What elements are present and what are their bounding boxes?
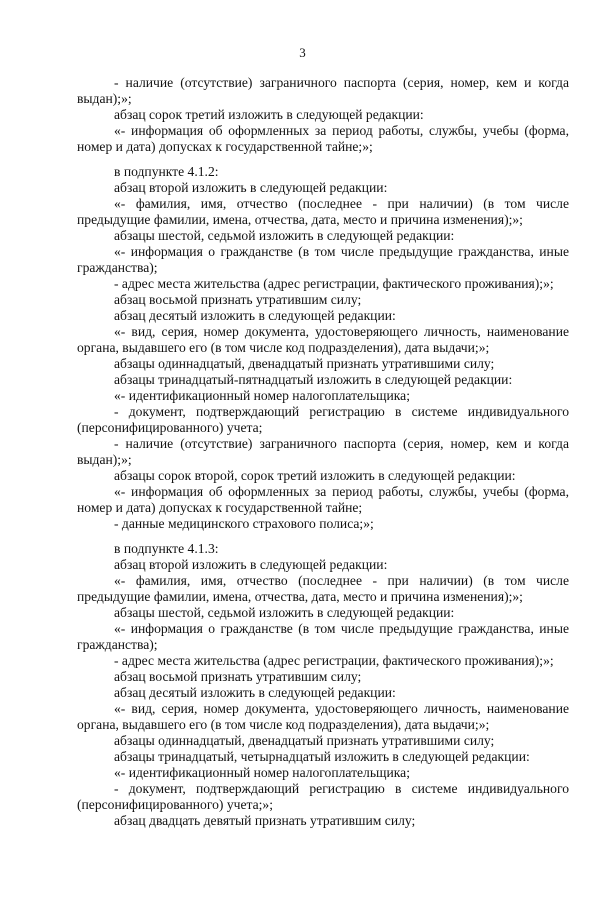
paragraph: абзац восьмой признать утратившим силу; xyxy=(114,669,362,684)
paragraph: абзац восьмой признать утратившим силу; xyxy=(114,292,362,307)
paragraph: «- информация об оформленных за период работы, службы, учебы (форма, номер и дата) допусках к государственной тайне; xyxy=(77,484,569,515)
paragraph: абзацы тринадцатый-пятнадцатый изложить в следующей редакции: xyxy=(114,372,513,387)
paragraph: абзацы шестой, седьмой изложить в следующей редакции: xyxy=(114,228,455,243)
paragraph: «- вид, серия, номер документа, удостоверяющего личность, наименование органа, выдавшего его (в том числе код подразделения), дата выдачи;»; xyxy=(77,701,569,732)
paragraph: абзац двадцать девятый признать утратившим силу; xyxy=(114,813,416,828)
paragraph: - наличие (отсутствие) заграничного паспорта (серия, номер, кем и когда выдан);»; xyxy=(77,436,569,467)
paragraph: абзац десятый изложить в следующей редакции: xyxy=(114,685,396,700)
paragraph: «- фамилия, имя, отчество (последнее - при наличии) (в том числе предыдущие фамилии, имена, отчества, дата, место и причина изменения);»; xyxy=(77,573,569,604)
paragraph: «- идентификационный номер налогоплательщика; xyxy=(114,388,410,403)
paragraph: «- информация о гражданстве (в том числе предыдущие гражданства, иные гражданства); xyxy=(77,621,569,652)
paragraph: в подпункте 4.1.2: xyxy=(114,164,219,179)
paragraph: абзац сорок третий изложить в следующей редакции: xyxy=(114,107,424,122)
paragraph: «- вид, серия, номер документа, удостоверяющего личность, наименование органа, выдавшего его (в том числе код подразделения), дата выдачи;»; xyxy=(77,324,569,355)
paragraph: «- информация об оформленных за период работы, службы, учебы (форма, номер и дата) допусках к государственной тайне;»; xyxy=(77,123,569,154)
paragraph: абзац второй изложить в следующей редакции: xyxy=(114,180,388,195)
paragraph: - документ, подтверждающий регистрацию в системе индивидуального (персонифицированного) учета;»; xyxy=(77,781,569,812)
paragraph: абзацы тринадцатый, четырнадцатый изложить в следующей редакции: xyxy=(114,749,530,764)
paragraph: абзац десятый изложить в следующей редакции: xyxy=(114,308,396,323)
paragraph: абзац второй изложить в следующей редакции: xyxy=(114,557,388,572)
paragraph: «- идентификационный номер налогоплательщика; xyxy=(114,765,410,780)
paragraph: - данные медицинского страхового полиса;»; xyxy=(114,516,374,531)
paragraph: в подпункте 4.1.3: xyxy=(114,541,219,556)
paragraph: абзацы сорок второй, сорок третий изложить в следующей редакции: xyxy=(114,468,516,483)
paragraph: - наличие (отсутствие) заграничного паспорта (серия, номер, кем и когда выдан);»; xyxy=(77,75,569,106)
paragraph: «- фамилия, имя, отчество (последнее - при наличии) (в том числе предыдущие фамилии, имена, отчества, дата, место и причина изменения);»; xyxy=(77,196,569,227)
document-body xyxy=(77,75,569,829)
paragraph: - документ, подтверждающий регистрацию в системе индивидуального (персонифицированного) учета; xyxy=(77,404,569,435)
paragraph: «- информация о гражданстве (в том числе предыдущие гражданства, иные гражданства); xyxy=(77,244,569,275)
page-number: 3 xyxy=(299,45,306,60)
paragraph: абзацы одиннадцатый, двенадцатый признать утратившими силу; xyxy=(114,733,495,748)
paragraph: абзацы одиннадцатый, двенадцатый признать утратившими силу; xyxy=(114,356,495,371)
paragraph: - адрес места жительства (адрес регистрации, фактического проживания);»; xyxy=(114,276,554,291)
paragraph: абзацы шестой, седьмой изложить в следующей редакции: xyxy=(114,605,455,620)
paragraph: - адрес места жительства (адрес регистрации, фактического проживания);»; xyxy=(114,653,554,668)
